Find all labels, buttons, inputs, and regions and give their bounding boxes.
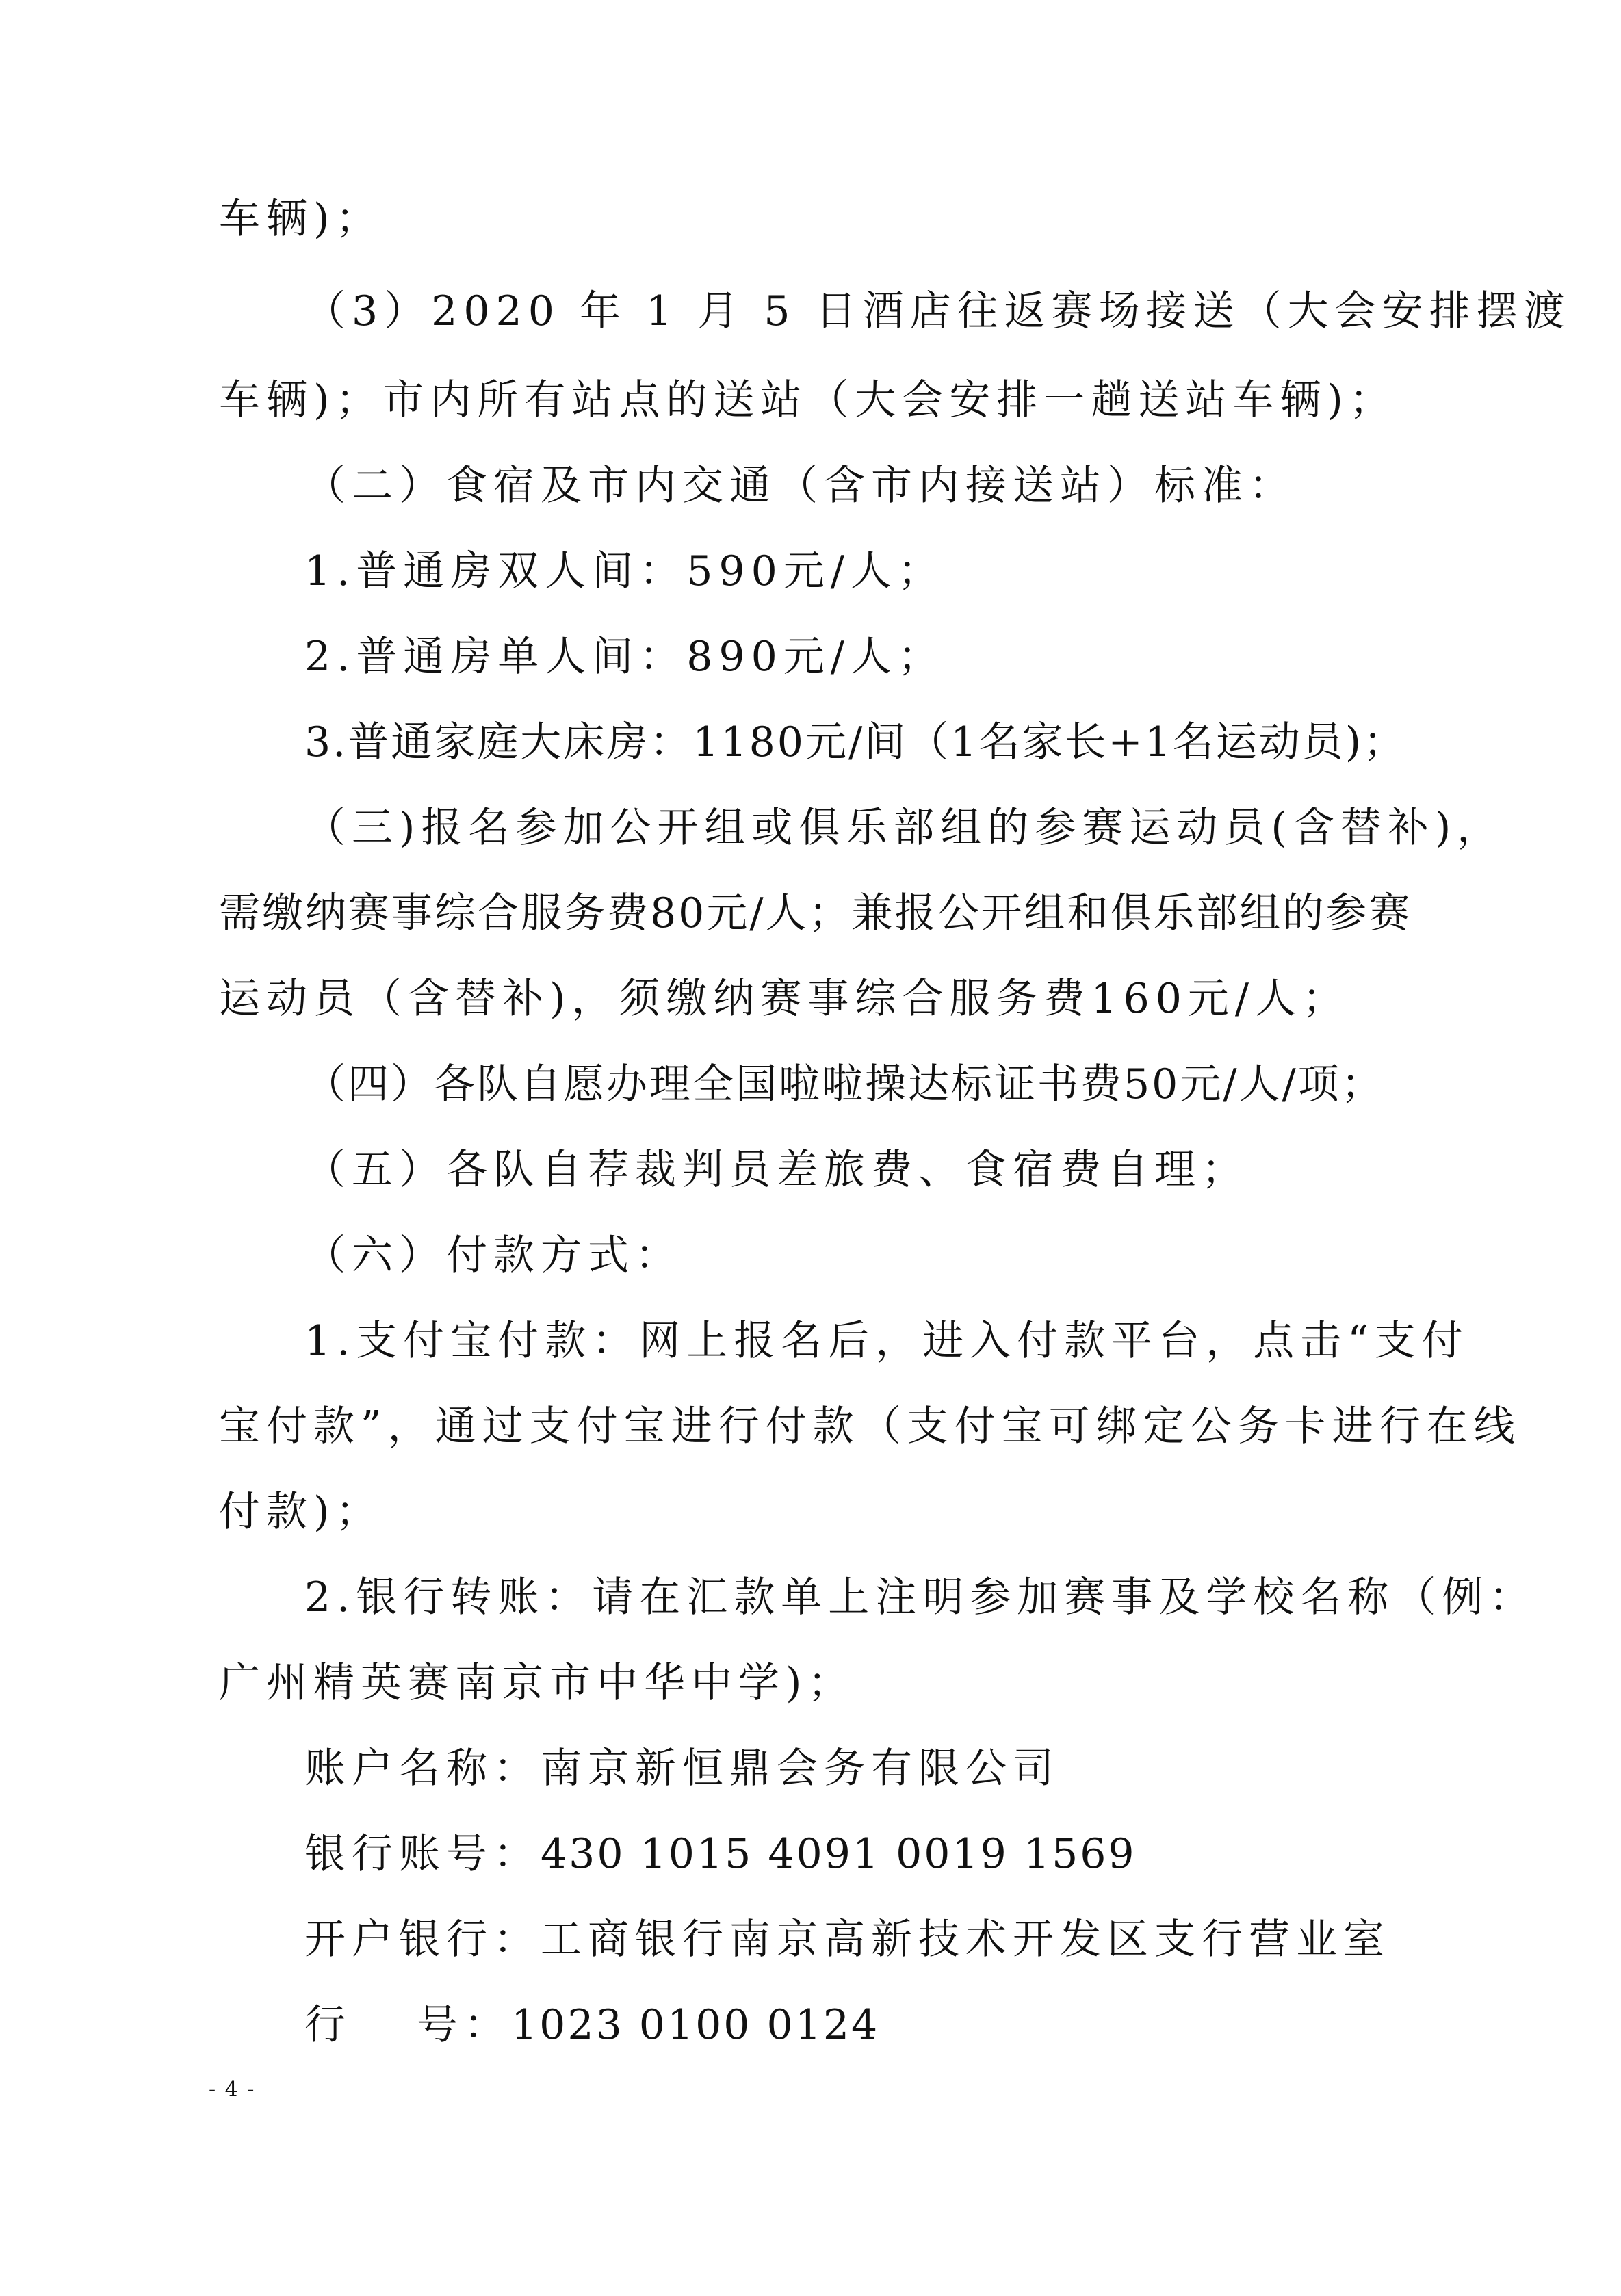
account-number-row bbox=[304, 1830, 1137, 1878]
text-line-12: （五）各队自荐裁判员差旅费、食宿费自理； bbox=[304, 1146, 1249, 1194]
account-code-value: 1023 0100 0124 bbox=[511, 2001, 880, 2049]
account-bank-label: 开户银行： bbox=[304, 1916, 541, 1964]
text-line-14: 1.支付宝付款：网上报名后，进入付款平台，点击“支付 bbox=[304, 1317, 1469, 1365]
account-name-value: 南京新恒鼎会务有限公司 bbox=[541, 1745, 1060, 1792]
text-line-1: 车辆)； bbox=[219, 195, 383, 243]
account-number-label: 银行账号： bbox=[304, 1830, 541, 1878]
text-line-2: （3）2020 年 1 月 5 日酒店往返赛场接送（大会安排摆渡 bbox=[304, 287, 1571, 335]
account-code-label-1: 行 bbox=[304, 2001, 352, 2049]
account-bank-row bbox=[304, 1916, 1390, 1964]
text-line-11: （四）各队自愿办理全国啦啦操达标证书费50元/人/项； bbox=[304, 1060, 1384, 1108]
text-line-4: （二）食宿及市内交通（含市内接送站）标准： bbox=[304, 462, 1296, 510]
text-line-17: 2.银行转账：请在汇款单上注明参加赛事及学校名称（例： bbox=[304, 1574, 1537, 1621]
text-line-15: 宝付款”，通过支付宝进行付款（支付宝可绑定公务卡进行在线 bbox=[219, 1403, 1521, 1450]
account-name-row bbox=[304, 1745, 1060, 1792]
account-number-value: 430 1015 4091 0019 1569 bbox=[541, 1830, 1137, 1878]
text-line-16: 付款)； bbox=[219, 1488, 383, 1536]
text-line-3: 车辆)；市内所有站点的送站（大会安排一趟送站车辆)； bbox=[219, 376, 1397, 424]
account-code-row bbox=[304, 2001, 880, 2049]
text-line-13: （六）付款方式： bbox=[304, 1231, 682, 1279]
text-line-7: 3.普通家庭大床房：1180元/间（1名家长+1名运动员)； bbox=[304, 718, 1407, 766]
account-name-label: 账户名称： bbox=[304, 1745, 541, 1792]
text-line-6: 2.普通房单人间：890元/人； bbox=[304, 633, 945, 681]
text-line-10: 运动员（含替补)，须缴纳赛事综合服务费160元/人； bbox=[219, 975, 1350, 1023]
text-line-5: 1.普通房双人间：590元/人； bbox=[304, 547, 945, 595]
text-line-8: （三)报名参加公开组或俱乐部组的参赛运动员(含替补)， bbox=[304, 804, 1505, 852]
account-code-label-2: 号： bbox=[417, 2001, 511, 2049]
page-number: - 4 - bbox=[209, 2078, 256, 2102]
text-line-9: 需缴纳赛事综合服务费80元/人；兼报公开组和俱乐部组的参赛 bbox=[219, 889, 1412, 937]
text-line-18: 广州精英赛南京市中华中学)； bbox=[219, 1659, 855, 1707]
account-bank-value: 工商银行南京高新技术开发区支行营业室 bbox=[541, 1916, 1390, 1964]
